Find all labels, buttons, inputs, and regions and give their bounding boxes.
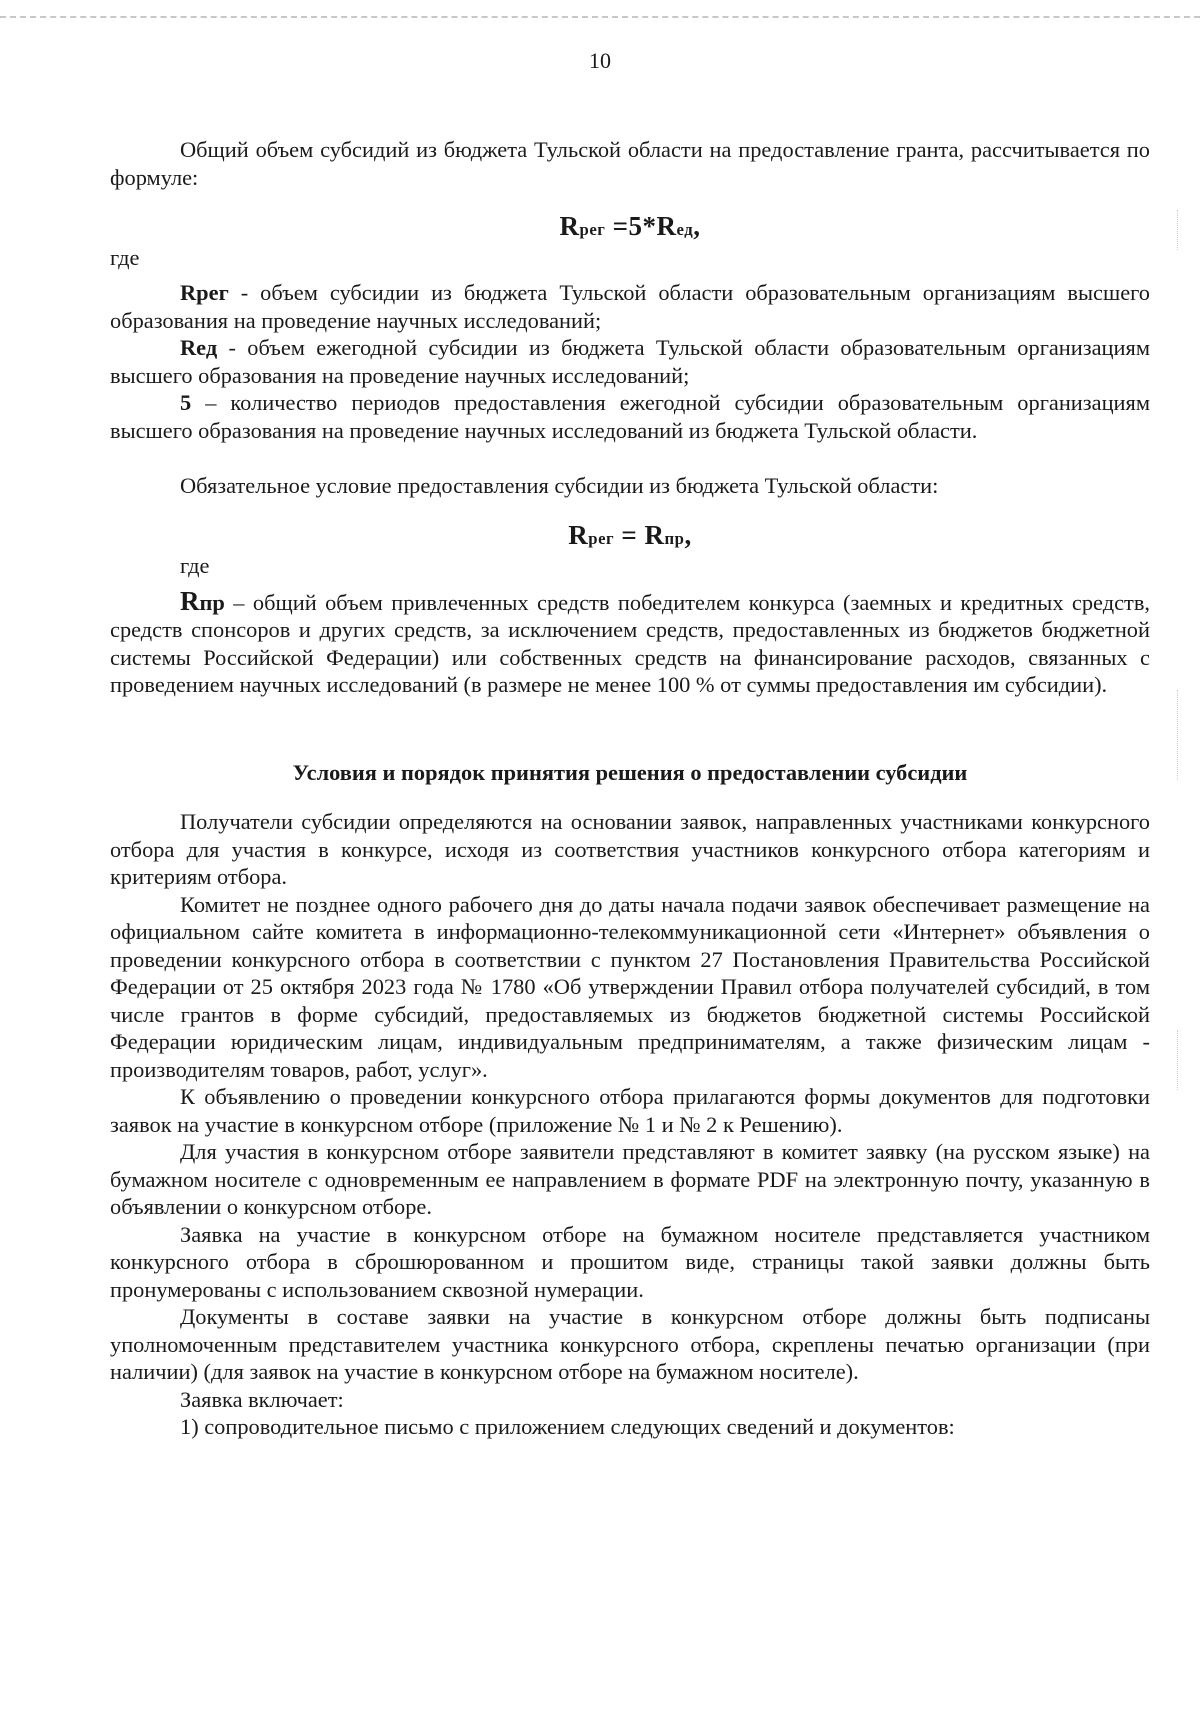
scan-edge-mark — [1177, 210, 1178, 250]
formula-operator: =5* — [605, 211, 657, 241]
definition-subscript: ед — [196, 335, 218, 360]
formula-symbol: R — [568, 519, 589, 550]
body-paragraph: 1) сопроводительное письмо с приложением следующих сведений и документов: — [180, 1414, 955, 1439]
definition-text: – количество периодов предоставления ежегодной субсидии образовательным организациям высшего образования на проведение научных исследований из бюджета Тульской области. — [110, 390, 1150, 443]
scan-edge-line — [0, 16, 1200, 18]
definition-rreg — [110, 279, 1150, 334]
formula-symbol: R — [656, 211, 677, 241]
intro-paragraph: Общий объем субсидий из бюджета Тульской области на предоставление гранта, рассчитывается по формуле: — [110, 137, 1150, 190]
definition-text: - объем субсидии из бюджета Тульской области образовательным организациям высшего образования на проведение научных исследований; — [110, 280, 1150, 333]
body-paragraph: Комитет не позднее одного рабочего дня до даты начала подачи заявок обеспечивает размещение на официальном сайте комитета в информационно-телекоммуникационной сети «Интернет» объявления о проведении конкурсного отбора в соответствии с пунктом 27 Постановления Правительства Российской Федерации от 25 октября 2023 года № 1780 «Об утверждении Правил отбора получателей субсидий, в том числе грантов в форме субсидий, предоставляемых из бюджетов бюджетной системы Российской Федерации юридическим лицам, индивидуальным предпринимателям, а также физическим лицам - производителям товаров, работ, услуг». — [110, 891, 1150, 1082]
formula-punctuation: , — [693, 211, 701, 241]
definition-rpr — [110, 585, 1150, 699]
definition-symbol: 5 — [180, 390, 192, 415]
document-body — [110, 136, 1150, 1441]
body-paragraph: Заявка включает: — [180, 1386, 344, 1412]
definition-symbol: R — [180, 335, 197, 360]
definition-subscript: рег — [196, 280, 229, 305]
where-label: где — [180, 553, 210, 578]
section-heading: Условия и порядок принятия решения о предоставлении субсидии — [292, 759, 968, 785]
definition-subscript: пр — [199, 589, 225, 615]
formula-operator: = — [614, 519, 645, 550]
body-paragraph: Документы в составе заявки на участие в конкурсном отборе должны быть подписаны уполномоченным представителем участника конкурсного отбора, скреплены печатью организации (при наличии) (для заявок на участие в конкурсном отборе на бумажном носителе). — [110, 1304, 1150, 1384]
scan-edge-mark — [1177, 690, 1178, 780]
definition-five — [110, 389, 1150, 444]
definition-symbol: R — [180, 585, 200, 616]
page-number: 10 — [589, 48, 611, 73]
formula-subscript: пр — [664, 528, 685, 548]
formula-punctuation: , — [684, 519, 692, 550]
scan-edge-mark — [1177, 1030, 1178, 1090]
where-label: где — [110, 244, 140, 270]
formula-condition — [110, 519, 1150, 553]
definition-text: - объем ежегодной субсидии из бюджета Тульской области образовательным организациям высшего образования на проведение научных исследований; — [110, 335, 1150, 388]
body-paragraph: Получатели субсидии определяются на основании заявок, направленных участниками конкурсного отбора для участия в конкурсе, исходя из соответствия участников конкурсного отбора категориям и критериям отбора. — [110, 809, 1150, 889]
body-paragraph: К объявлению о проведении конкурсного отбора прилагаются формы документов для подготовки заявок на участие в конкурсном отборе (приложение № 1 и № 2 к Решению). — [110, 1084, 1150, 1137]
body-paragraph: Заявка на участие в конкурсном отборе на бумажном носителе представляется участником конкурсного отбора в сброшюрованном и прошитом виде, страницы такой заявки должны быть пронумерованы с использованием сквозной нумерации. — [110, 1221, 1150, 1302]
formula-subscript: рег — [588, 528, 615, 548]
formula-symbol: R — [559, 211, 580, 241]
formula-grant-total — [110, 213, 1150, 244]
condition-paragraph: Обязательное условие предоставления субсидии из бюджета Тульской области: — [180, 473, 939, 498]
formula-subscript: ед — [676, 220, 694, 239]
definition-text: – общий объем привлеченных средств победителем конкурса (заемных и кредитных средств, средств спонсоров и других средств, за исключением средств, предоставленных из бюджетов бюджетной системы Российской Федерации) или собственных средств на финансирование расходов, связанных с проведением научных исследований (в размере не менее 100 % от суммы предоставления им субсидии). — [110, 589, 1150, 697]
body-paragraph: Для участия в конкурсном отборе заявители представляют в комитет заявку (на русском языке) на бумажном носителе с одновременным ее направлением в формате PDF на электронную почту, указанную в объявлении о конкурсном отборе. — [110, 1139, 1150, 1219]
definition-symbol: R — [180, 280, 197, 305]
formula-symbol: R — [644, 519, 665, 550]
definition-red — [110, 334, 1150, 389]
formula-subscript: рег — [579, 220, 606, 239]
